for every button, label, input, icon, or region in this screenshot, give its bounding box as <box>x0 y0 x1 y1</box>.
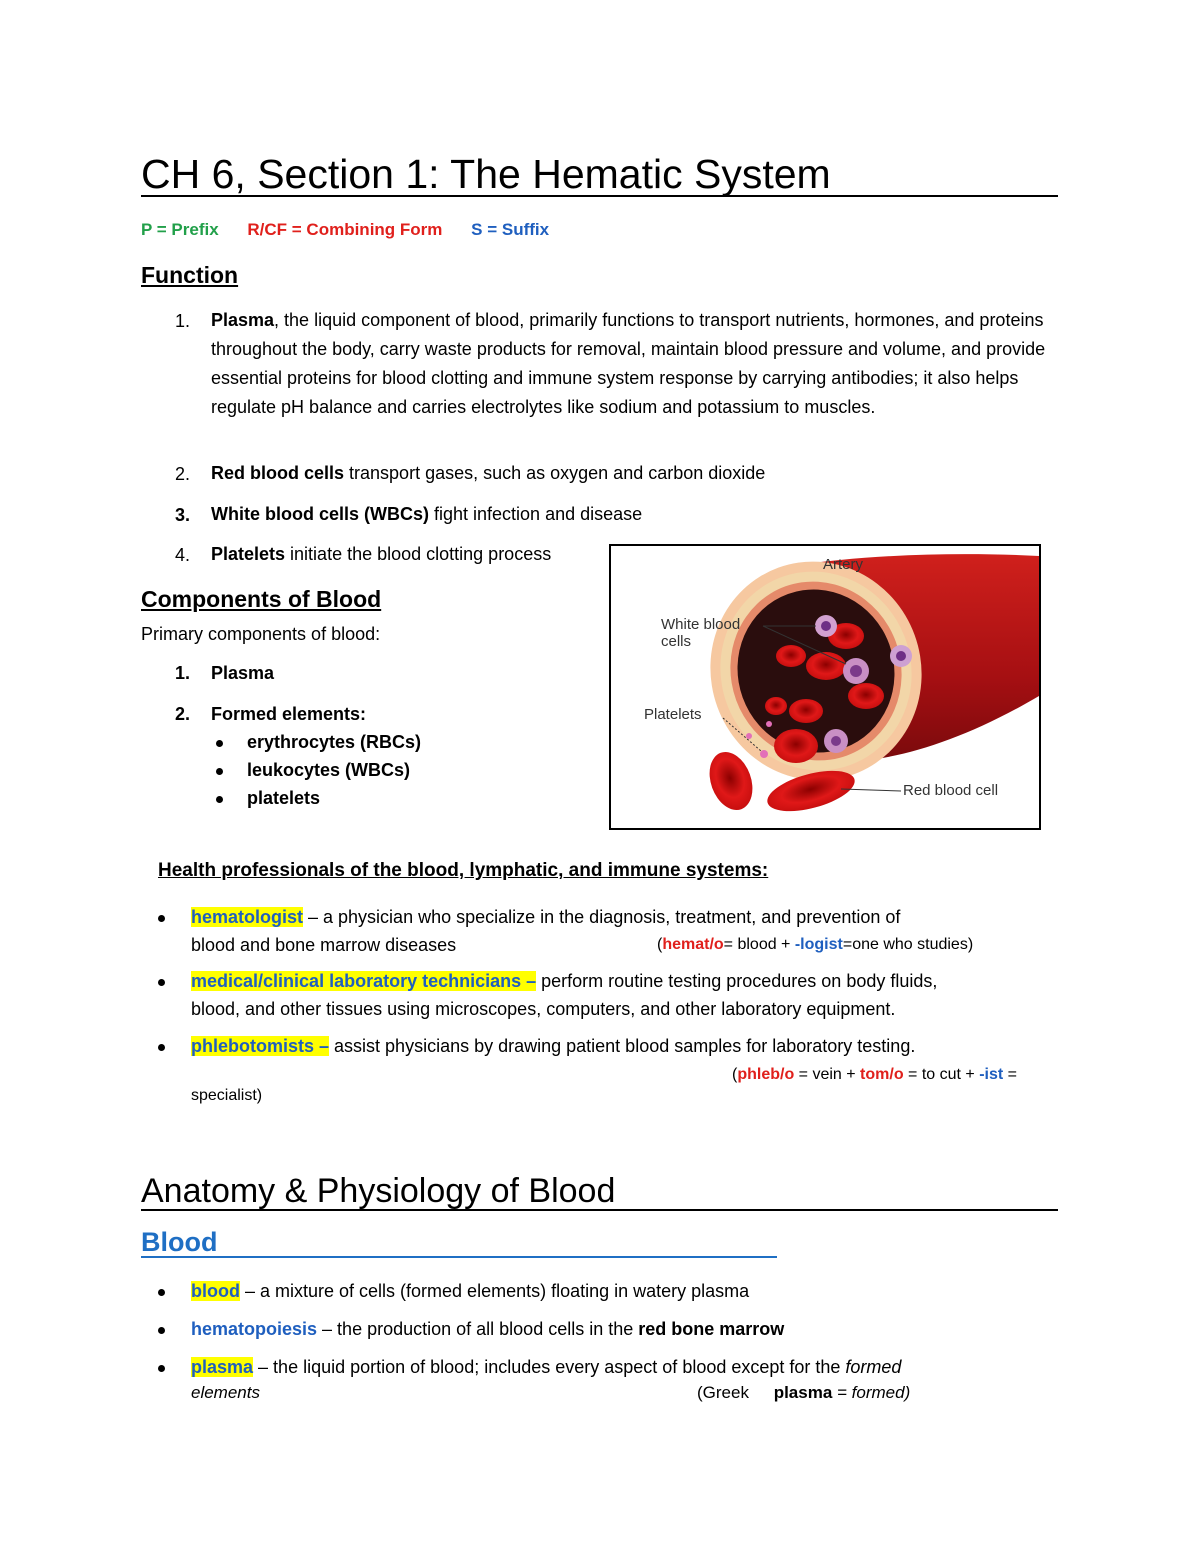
prof-phlebotomists <box>191 1032 1051 1060</box>
artery-figure <box>609 544 1041 830</box>
anatomy-heading: Anatomy & Physiology of Blood <box>141 1172 616 1210</box>
term-plasma: plasma <box>191 1357 254 1377</box>
item-text: transport gases, such as oxygen and carbon dioxide <box>344 463 766 483</box>
etym-term: plasma <box>773 1383 833 1402</box>
etym-meaning: = formed) <box>832 1383 911 1402</box>
term-lab-technicians <box>191 971 536 991</box>
legend <box>141 220 573 240</box>
meaning: =one who studies) <box>842 936 974 953</box>
bullet <box>158 1044 165 1051</box>
label-red-blood-cell: Red blood cell <box>903 782 999 799</box>
term-dash: – <box>521 971 537 991</box>
function-heading: Function <box>141 262 239 288</box>
item-text: initiate the blood clotting process <box>285 544 552 564</box>
meaning: = <box>1003 1066 1017 1083</box>
term-emphasis: red bone marrow <box>638 1319 785 1339</box>
paren: ( <box>657 936 663 953</box>
item-text: fight infection and disease <box>429 504 643 524</box>
term-hematologist: hematologist <box>191 907 304 927</box>
anatomy-item-plasma <box>191 1353 1051 1381</box>
list-number: 2. <box>174 704 190 724</box>
term-definition: – the liquid portion of blood; includes every aspect of blood except for the <box>253 1357 846 1377</box>
anatomy-rule <box>141 1209 1058 1211</box>
prof-desc: assist physicians by drawing patient blood samples for laboratory testing. <box>329 1036 916 1056</box>
page-title: CH 6, Section 1: The Hematic System <box>141 151 831 197</box>
component-formed-elements: Formed elements: <box>211 704 367 724</box>
paren: ( <box>732 1066 738 1083</box>
item-term: Plasma <box>211 310 275 330</box>
combining-form: hemat/o <box>662 936 724 953</box>
components-intro: Primary components of blood: <box>141 624 381 644</box>
etymology-cont: specialist) <box>191 1087 263 1104</box>
meaning: = to cut + <box>903 1066 980 1083</box>
bullet <box>216 796 223 803</box>
list-number: 2. <box>174 464 190 484</box>
suffix: -logist <box>794 936 843 953</box>
term-text: phlebotomists <box>191 1036 315 1056</box>
etymology <box>657 931 973 959</box>
legend-suffix: S = Suffix <box>471 220 550 239</box>
suffix: -ist <box>979 1066 1004 1083</box>
anatomy-item-blood <box>191 1277 1051 1305</box>
sub-erythrocytes: erythrocytes (RBCs) <box>247 732 422 752</box>
prof-hematologist <box>191 903 1051 959</box>
legend-prefix: P = Prefix <box>141 220 219 239</box>
red-blood-cell-icon <box>702 746 760 816</box>
anatomy-item-hematopoiesis <box>191 1315 1051 1343</box>
bullet <box>158 979 165 986</box>
item-term: Platelets <box>211 544 286 564</box>
term-definition: – a mixture of cells (formed elements) floating in watery plasma <box>239 1281 750 1301</box>
plasma-def-cont: elements <box>191 1383 260 1402</box>
label-white-blood-cells: White blood cells <box>661 616 741 650</box>
list-number: 1. <box>174 663 190 683</box>
plasma-etymology <box>697 1383 910 1403</box>
list-number: 3. <box>174 505 190 525</box>
label-platelets: Platelets <box>644 706 702 723</box>
combining-form: phleb/o <box>737 1066 795 1083</box>
item-text: , the liquid component of blood, primarily functions to transport nutrients, hormones, and proteins throughout the body, carry waste products for removal, maintain blood pressure and volume, and provide essential proteins for blood clotting and immune system response by carrying antibodies; it also helps regulate pH balance and carries electrolytes like sodium and potassium to muscles. <box>211 310 1046 417</box>
bullet <box>158 1289 165 1296</box>
professionals-heading: Health professionals of the blood, lymphatic, and immune systems: <box>158 860 769 881</box>
list-number: 4. <box>174 545 190 565</box>
term-hematopoiesis: hematopoiesis <box>191 1319 318 1339</box>
components-heading: Components of Blood <box>141 586 382 612</box>
sub-leukocytes: leukocytes (WBCs) <box>247 760 411 780</box>
label-artery: Artery <box>823 556 864 573</box>
etymology <box>732 1063 1017 1087</box>
term-dash: – <box>314 1036 330 1056</box>
list-number: 1. <box>174 311 190 331</box>
bullet <box>158 915 165 922</box>
prof-lab-technicians <box>191 967 1051 1023</box>
etym-lang: (Greek <box>697 1383 749 1402</box>
item-term: White blood cells (WBCs) <box>211 504 429 524</box>
component-plasma: Plasma <box>211 663 275 683</box>
platelet-icon <box>760 750 768 758</box>
term-text: medical/clinical laboratory technicians <box>191 971 522 991</box>
meaning: = blood + <box>723 936 795 953</box>
prof-desc: – a physician who specialize in the diagnosis, treatment, and prevention of <box>303 907 901 927</box>
term-phlebotomists <box>191 1036 329 1056</box>
bullet <box>158 1365 165 1372</box>
item-term: Red blood cells <box>211 463 345 483</box>
prof-desc: perform routine testing procedures on body fluids, <box>536 971 938 991</box>
function-item-plasma <box>211 306 1061 422</box>
prof-desc-cont: blood and bone marrow diseases <box>191 935 457 955</box>
title-rule <box>141 195 1058 197</box>
meaning: = vein + <box>794 1066 861 1083</box>
bullet <box>216 768 223 775</box>
term-blood: blood <box>191 1281 240 1301</box>
bullet <box>158 1327 165 1334</box>
bullet <box>216 740 223 747</box>
function-item-wbc <box>211 500 1061 529</box>
prof-desc-cont: blood, and other tissues using microscopes, computers, and other laboratory equipment. <box>191 999 896 1019</box>
term-italic: formed <box>845 1357 902 1377</box>
function-item-platelets <box>211 540 601 569</box>
function-item-rbc <box>211 459 1061 488</box>
sub-platelets: platelets <box>247 788 321 808</box>
term-definition: – the production of all blood cells in the <box>317 1319 639 1339</box>
blood-rule <box>141 1256 777 1258</box>
legend-combining: R/CF = Combining Form <box>247 220 443 239</box>
blood-subheading: Blood <box>141 1227 218 1257</box>
combining-form: tom/o <box>860 1066 904 1083</box>
